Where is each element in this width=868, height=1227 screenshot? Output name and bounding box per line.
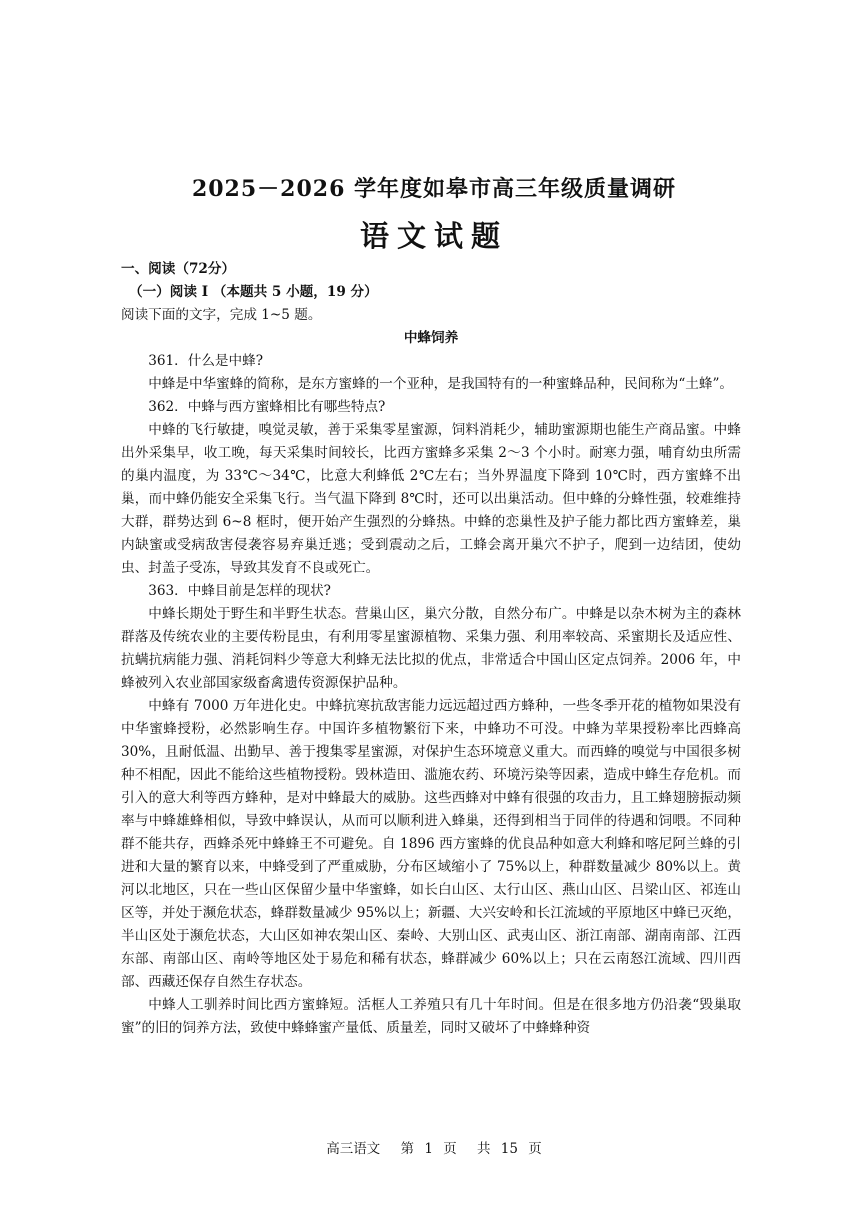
section-heading: 一、阅读（72分） [121, 261, 236, 277]
article-paragraph: 中蜂是中华蜜蜂的简称，是东方蜜蜂的一个亚种，是我国特有的一种蜜蜂品种，民间称为“土蜂”。 [148, 376, 734, 392]
article-paragraph: 中蜂人工驯养时间比西方蜜蜂短。活框人工养殖只有几十年时间。但是在很多地方仍沿袭“毁巢取蜜”的旧的饲养方法，致使中蜂蜂蜜产量低、质量差，同时又破坏了中蜂蜂种资 [121, 997, 741, 1036]
article-paragraph: 中蜂有 7000 万年进化史。中蜂抗寒抗敌害能力远远超过西方蜂种，一些冬季开花的植物如果没有中华蜜蜂授粉，必然影响生存。中国许多植物繁衍下来，中蜂功不可没。中蜂为苹果授粉率比西蜂高 30%，且耐低温、出勤早、善于搜集零星蜜源，对保护生态环境意义重大。而西蜂的嗅觉与中国很多树种不相配，因此不能给这些植物授粉。毁林造田、滥施农药、环境污染等因素，造成中蜂生存危机。而引入的意大利等西方蜂种，是对中蜂最大的威胁。这些西蜂对中蜂有很强的攻击力，且工蜂翅膀振动频率与中蜂雄蜂相似，导致中蜂误认，从而可以顺利进入蜂巢，还得到相当于同伴的待遇和饲喂。不同种群不能共存，西蜂杀死中蜂蜂王不可避免。自 1896 西方蜜蜂的优良品种如意大利蜂和喀尼阿兰蜂的引进和大量的繁育以来，中蜂受到了严重威胁，分布区域缩小了 75%以上，种群数量减少 80%以上。黄河以北地区，只在一些山区保留少量中华蜜蜂，如长白山区、太行山区、燕山山区、吕梁山区、祁连山区等，并处于濒危状态，蜂群数量减少 95%以上；新疆、大兴安岭和长江流域的平原地区中蜂已灭绝，半山区处于濒危状态，大山区如神农架山区、秦岭、大别山区、武夷山区、浙江南部、湖南南部、江西东部、南部山区、南岭等地区处于易危和稀有状态，蜂群减少 60%以上；只在云南怒江流域、四川西部、西藏还保存自然生存状态。 [121, 698, 741, 990]
footer-page-number: 第 1 页 [400, 1141, 457, 1157]
instruction-text: 阅读下面的文字，完成 1~5 题。 [121, 307, 322, 323]
article-paragraph: 中蜂的飞行敏捷，嗅觉灵敏，善于采集零星蜜源，饲料消耗少，辅助蜜源期也能生产商品蜜。中蜂出外采集早，收工晚，每天采集时间较长，比西方蜜蜂多采集 2～3 个小时。耐寒力强，哺育幼虫所需的巢内温度，为 33℃～34℃，比意大利蜂低 2℃左右；当外界温度下降到 10℃时，西方蜜蜂不出巢，而中蜂仍能安全采集飞行。当气温下降到 8℃时，还可以出巢活动。但中蜂的分蜂性强，较难维持大群，群势达到 6~8 框时，便开始产生强烈的分蜂热。中蜂的恋巢性及护子能力都比西方蜜蜂差，巢内缺蜜或受病敌害侵袭容易弃巢迁逃；受到震动之后，工蜂会离开巢穴不护子，爬到一边结团，使幼虫、封盖子受冻，导致其发育不良或死亡。 [121, 422, 741, 576]
article-paragraph: 中蜂长期处于野生和半野生状态。营巢山区，巢穴分散，自然分布广。中蜂是以杂木树为主的森林群落及传统农业的主要传粉昆虫，有利用零星蜜源植物、采集力强、利用率较高、采蜜期长及适应性、抗螨抗病能力强、消耗饲料少等意大利蜂无法比拟的优点，非常适合中国山区定点饲养。2006 年，中蜂被列入农业部国家级畜禽遗传资源保护品种。 [121, 606, 741, 691]
exam-title: 2025－2026 学年度如皋市高三年级质量调研 [191, 176, 677, 202]
footer-total-pages: 共 15 页 [477, 1141, 542, 1157]
subject-title: 语文试题 [359, 219, 508, 253]
subsection-heading: （一）阅读 I （本题共 5 小题，19 分） [129, 284, 378, 300]
question-heading-361: 361．什么是中蜂? [148, 353, 263, 369]
page-footer [0, 1137, 868, 1157]
footer-subject: 高三语文 [326, 1141, 381, 1157]
page-content [121, 258, 741, 1040]
question-heading-362: 362．中蜂与西方蜜蜂相比有哪些特点? [148, 399, 386, 415]
article-title: 中蜂饲养 [403, 330, 459, 346]
question-heading-363: 363．中蜂目前是怎样的现状? [148, 583, 331, 599]
